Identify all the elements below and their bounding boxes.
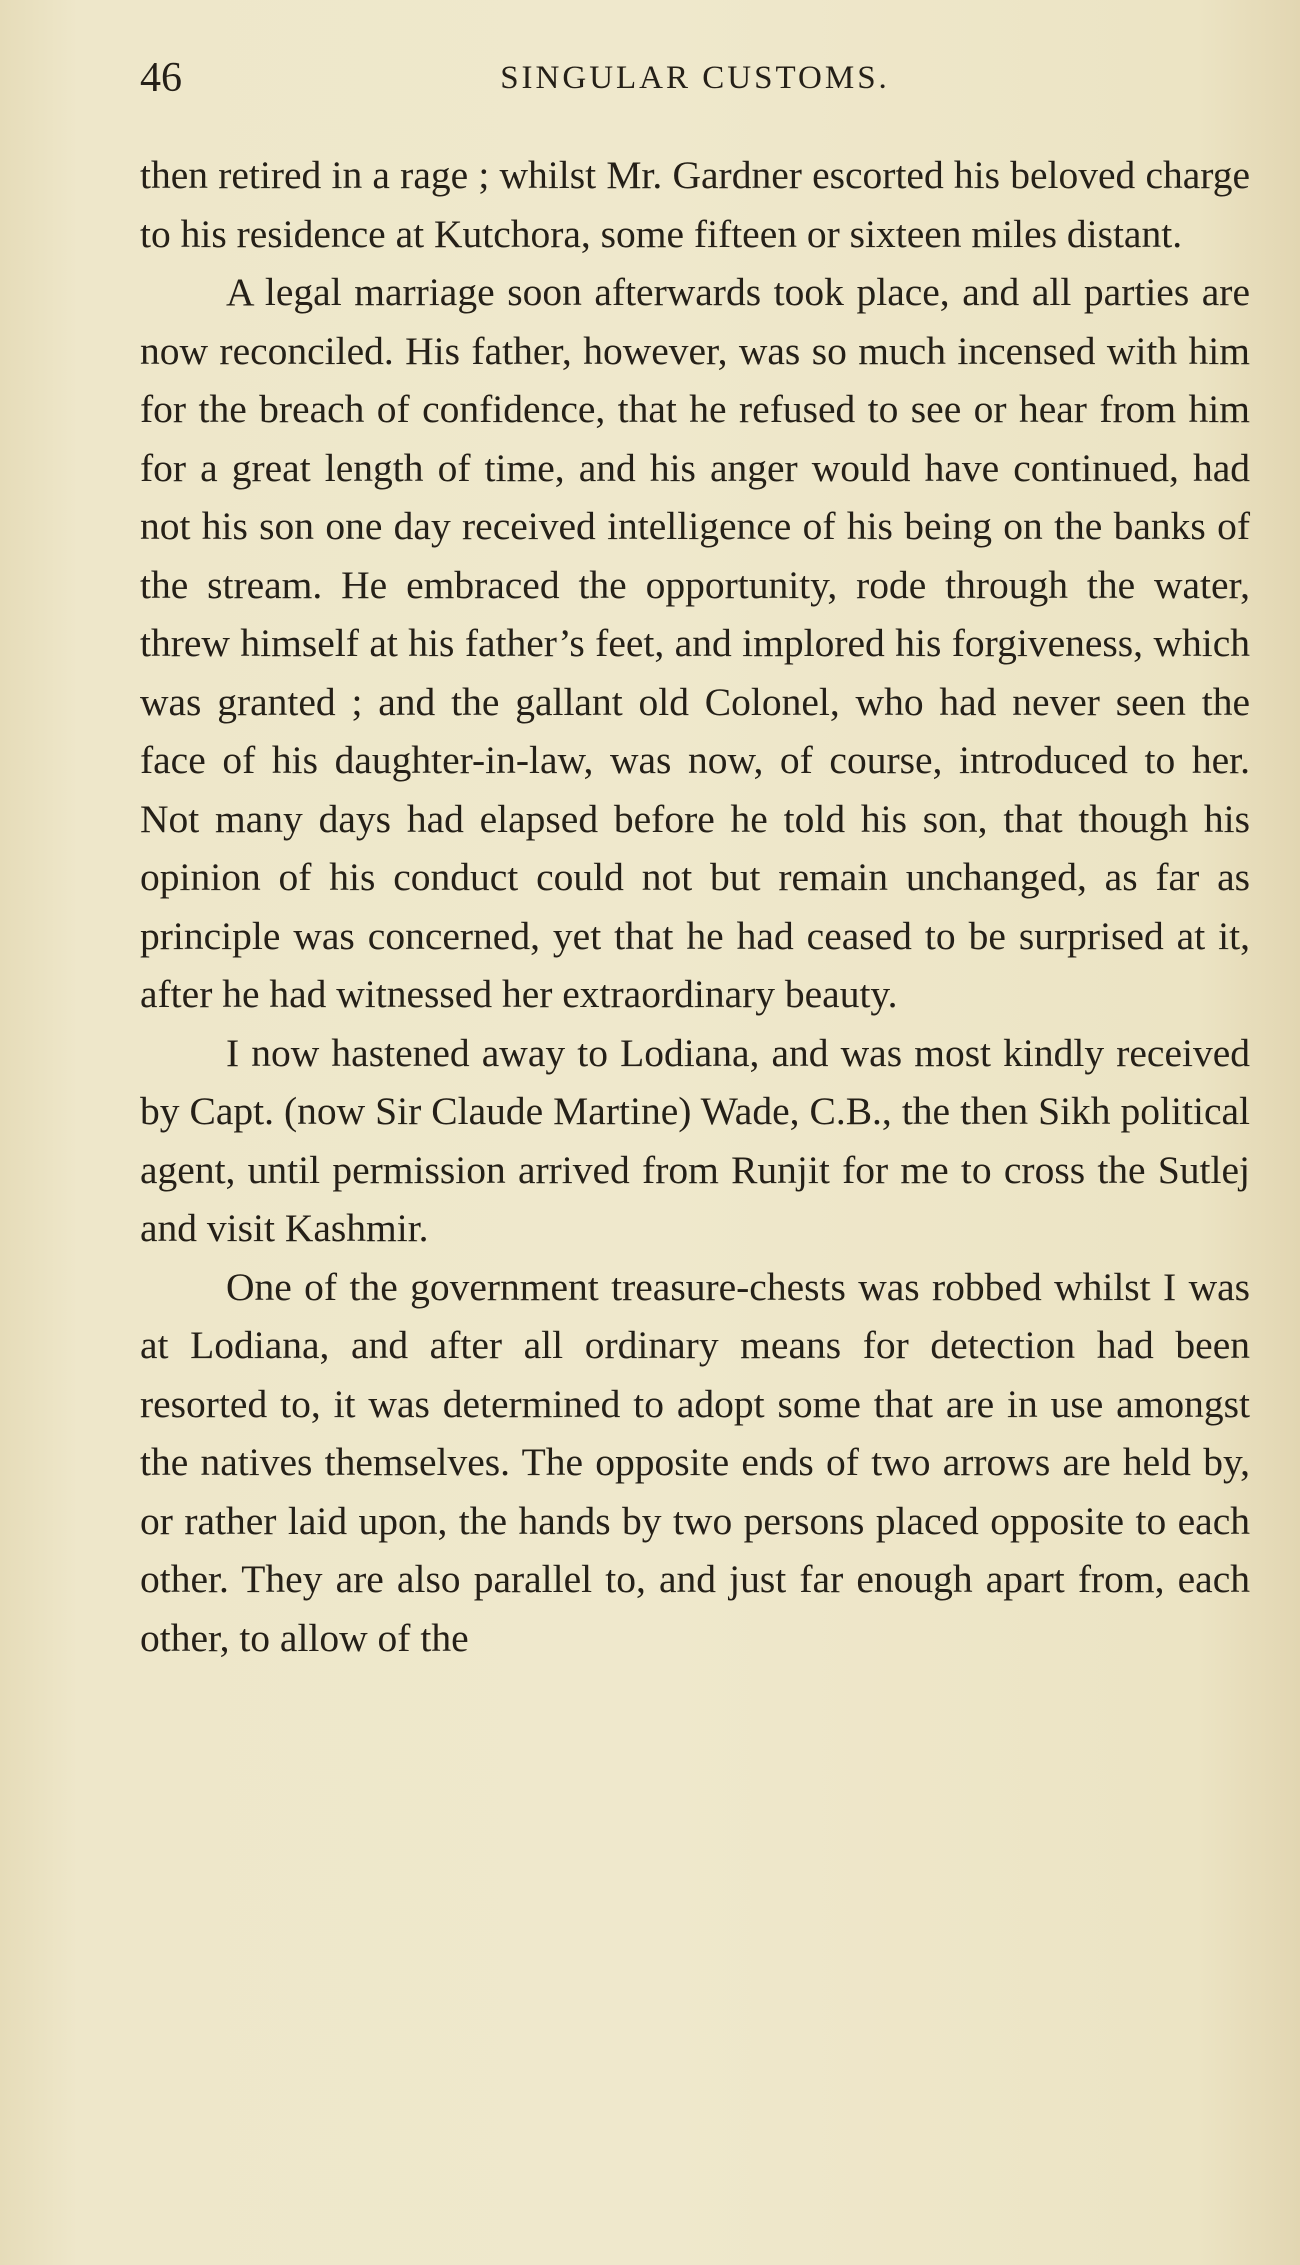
paragraph-continuation: then retired in a rage ; whilst Mr. Gardner escorted his beloved charge to his residence at Kutchora, some fifteen or sixteen miles distant. (140, 153, 1250, 256)
body-text (140, 146, 1250, 1667)
paragraph-lodiana: I now hastened away to Lodiana, and was most kindly received by Capt. (now Sir Claude Martine) Wade, C.B., the then Sikh political agent, until permission arrived from Runjit for me to cross the Sutlej and visit Kashmir. (140, 1030, 1250, 1250)
running-head: SINGULAR CUSTOMS. (500, 60, 890, 96)
page-number: 46 (140, 55, 182, 101)
paragraph-treasure-chest: One of the government treasure-chests was robbed whilst I was at Lodiana, and after all ordinary means for detection had been resorted to, it was determined to adopt some that are in use amongst the natives themselves. The opposite ends of two arrows are held by, or rather laid upon, the hands by two persons placed opposite to each other. They are also parallel to, and just far enough apart from, each other, to allow of the (140, 1264, 1250, 1660)
paragraph-marriage: A legal marriage soon afterwards took place, and all parties are now reconciled. His father, however, was so much incensed with him for the breach of confidence, that he refused to see or hear from him for a great length of time, and his anger would have continued, had not his son one day received intelligence of his being on the banks of the stream. He embraced the opportunity, rode through the water, threw himself at his father’s feet, and implored his forgiveness, which was granted ; and the gallant old Colonel, who had never seen the face of his daughter-in-law, was now, of course, introduced to her. Not many days had elapsed before he told his son, that though his opinion of his conduct could not but remain unchanged, as far as principle was concerned, yet that he had ceased to be surprised at it, after he had witnessed her extraordinary beauty. (140, 270, 1250, 1016)
page-header (140, 48, 1250, 108)
